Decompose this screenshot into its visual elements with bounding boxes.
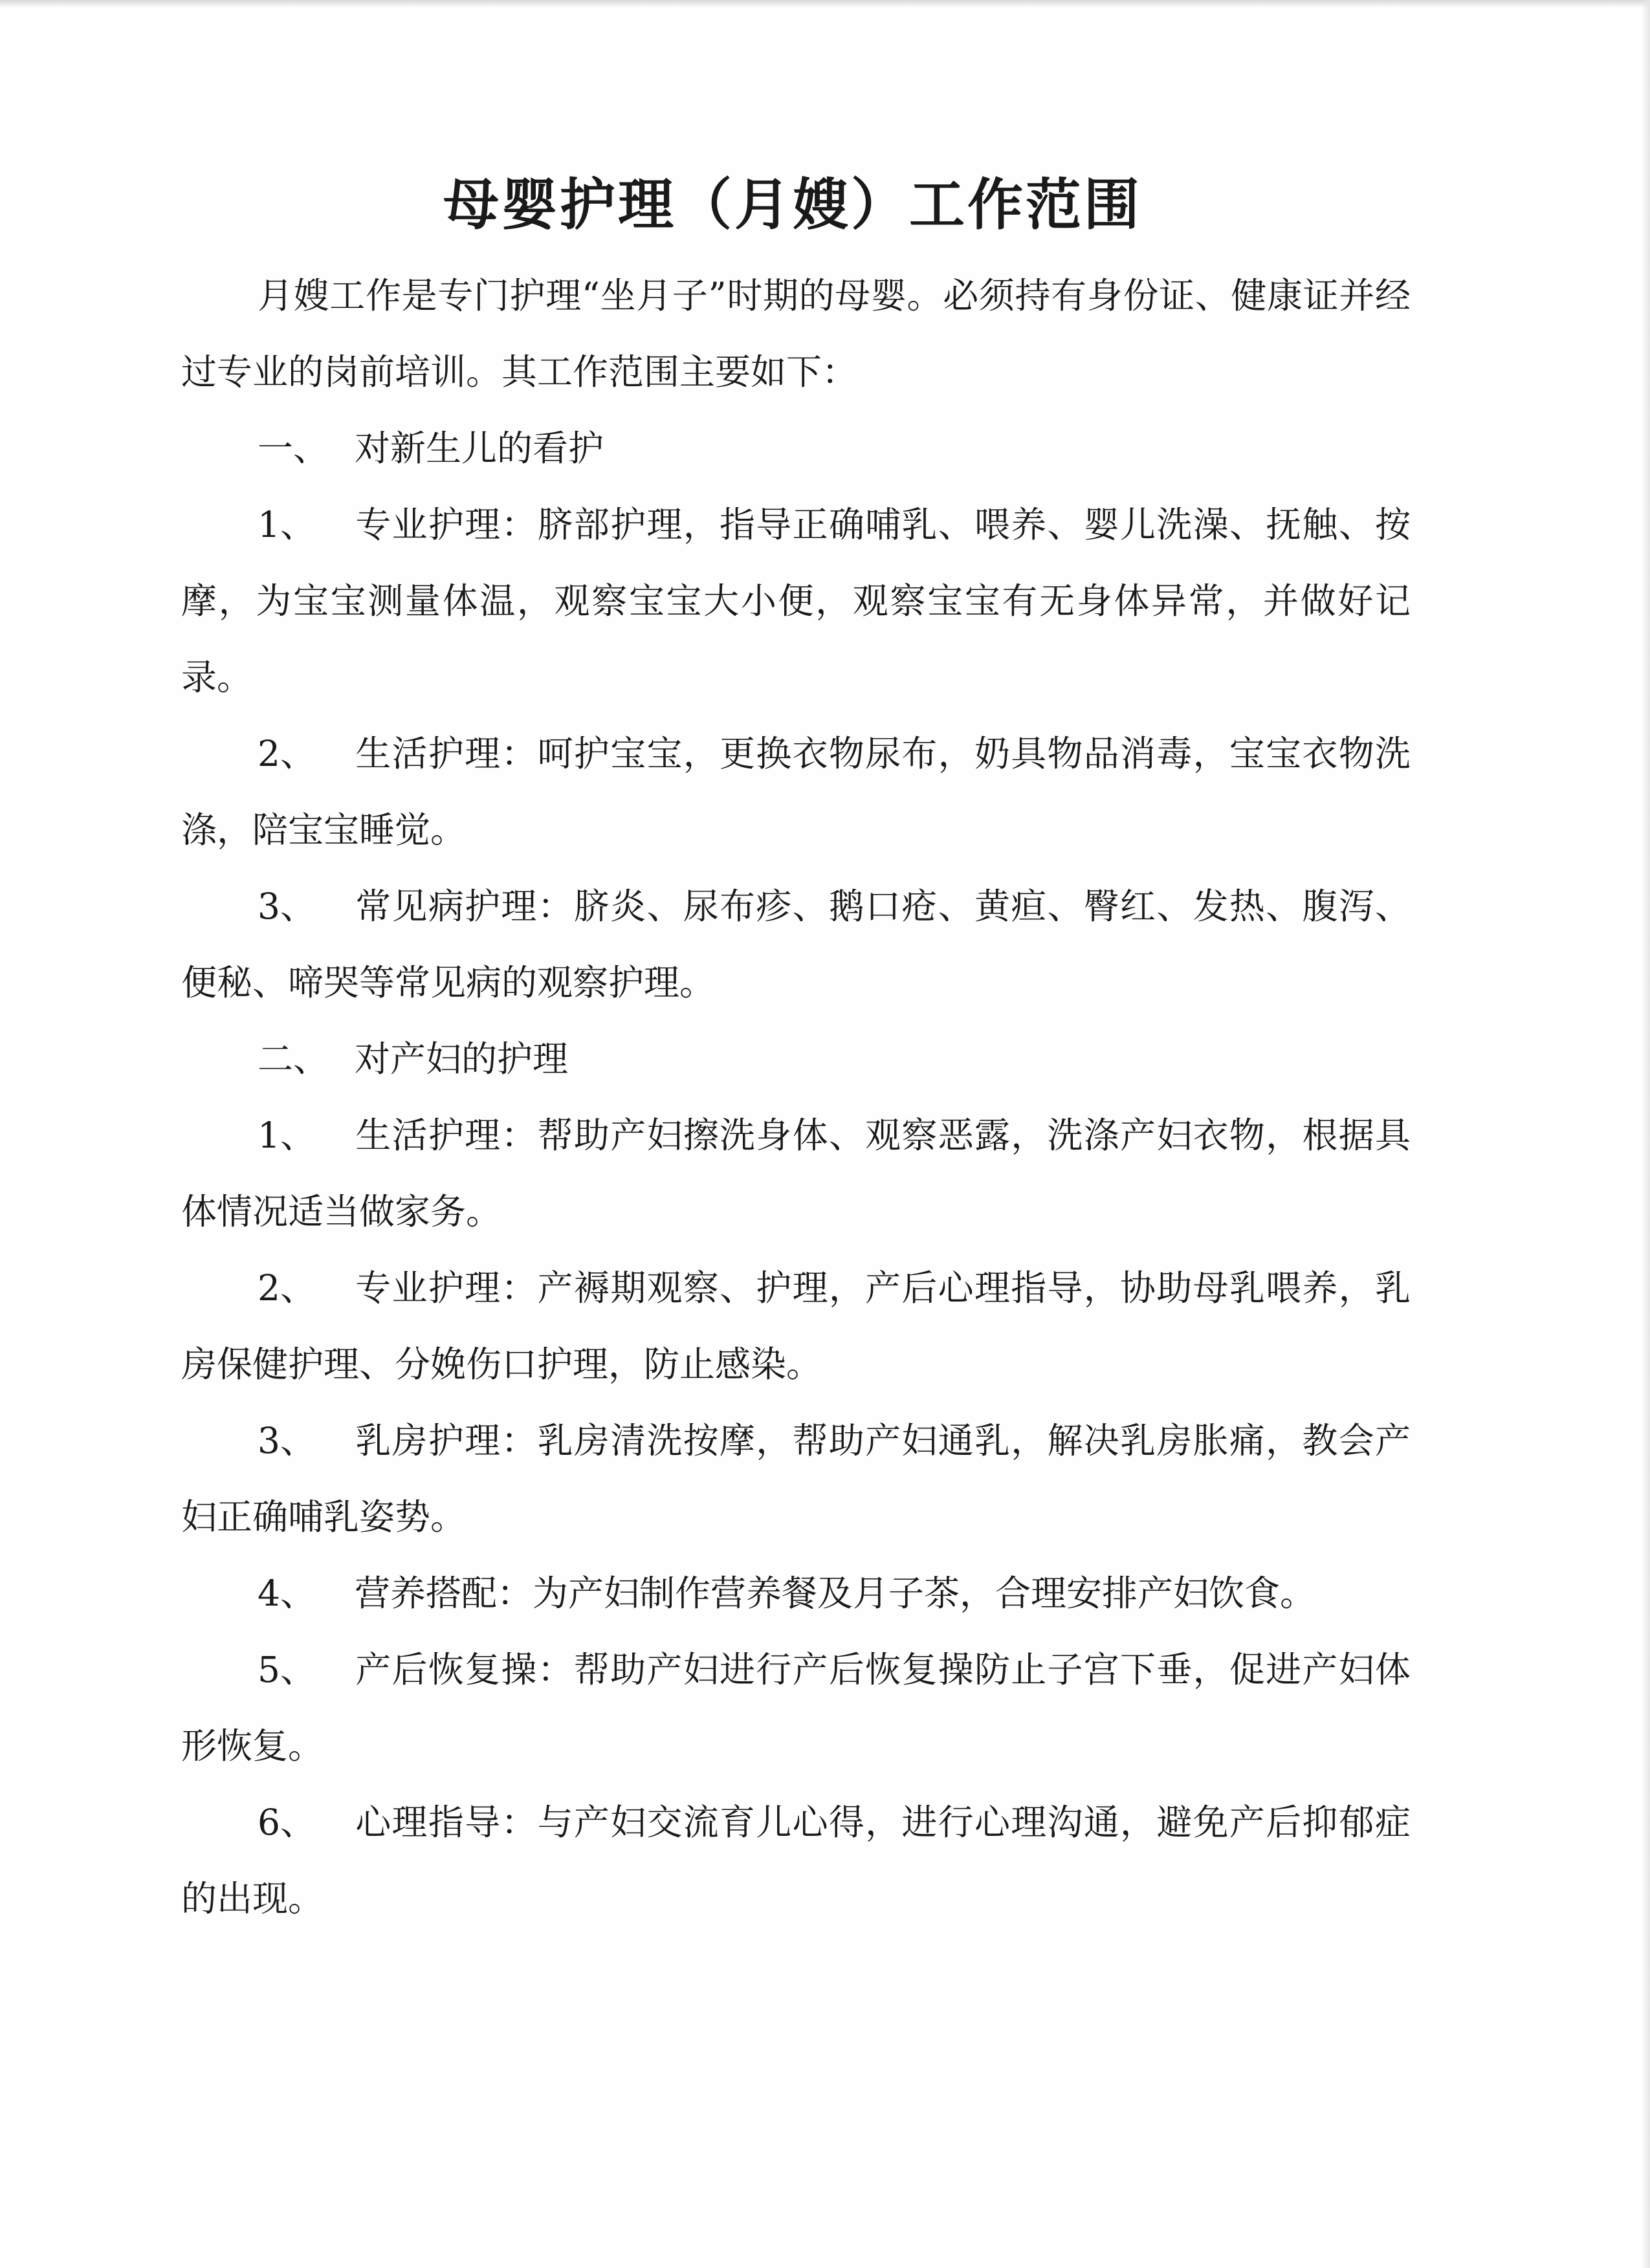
list-item: [181, 486, 1411, 715]
list-item: [181, 1631, 1411, 1784]
list-item: [181, 1555, 1411, 1631]
document-body: [181, 257, 1411, 1937]
list-item: [181, 1250, 1411, 1402]
scan-edge-right: [1641, 0, 1650, 2268]
section-number: 二、: [258, 1038, 329, 1080]
item-text: 专业护理：产褥期观察、护理，产后心理指导，协助母乳喂养，乳房保健护理、分娩伤口护理，防止感染。: [181, 1267, 1411, 1385]
document-title: 母婴护理（月嫂）工作范围: [443, 173, 1142, 237]
section-heading-mother: [181, 1021, 1411, 1097]
section-title: 对新生儿的看护: [355, 428, 604, 469]
item-text: 专业护理：脐部护理，指导正确哺乳、喂养、婴儿洗澡、抚触、按摩，为宝宝测量体温，观察宝宝大小便，观察宝宝有无身体异常，并做好记录。: [181, 504, 1411, 698]
item-text: 营养搭配：为产妇制作营养餐及月子茶，合理安排产妇饮食。: [355, 1573, 1316, 1614]
item-text: 心理指导：与产妇交流育儿心得，进行心理沟通，避免产后抑郁症的出现。: [181, 1802, 1411, 1919]
item-text: 生活护理：呵护宝宝，更换衣物尿布，奶具物品消毒，宝宝衣物洗涤，陪宝宝睡觉。: [181, 733, 1411, 851]
scan-edge-top: [0, 0, 1650, 8]
section-title: 对产妇的护理: [355, 1038, 569, 1080]
section-number: 一、: [258, 428, 329, 469]
item-number: 3、: [258, 886, 316, 927]
list-item: [181, 1097, 1411, 1250]
section-heading-newborn: [181, 410, 1411, 486]
intro-paragraph: 月嫂工作是专门护理“坐月子”时期的母婴。必须持有身份证、健康证并经过专业的岗前培训。其工作范围主要如下：: [181, 275, 1411, 393]
item-number: 4、: [258, 1573, 316, 1614]
list-item: [181, 1784, 1411, 1937]
item-number: 1、: [258, 504, 316, 545]
list-item: [181, 715, 1411, 868]
list-item: [181, 868, 1411, 1021]
list-item: [181, 1402, 1411, 1555]
item-number: 6、: [258, 1802, 316, 1843]
item-number: 2、: [258, 733, 316, 774]
item-number: 3、: [258, 1420, 316, 1461]
item-number: 2、: [258, 1267, 316, 1309]
item-number: 1、: [258, 1115, 316, 1156]
item-text: 生活护理：帮助产妇擦洗身体、观察恶露，洗涤产妇衣物，根据具体情况适当做家务。: [181, 1115, 1411, 1232]
item-text: 乳房护理：乳房清洗按摩，帮助产妇通乳，解决乳房胀痛，教会产妇正确哺乳姿势。: [181, 1420, 1411, 1538]
item-number: 5、: [258, 1649, 316, 1690]
item-text: 常见病护理：脐炎、尿布疹、鹅口疮、黄疸、臀红、发热、腹泻、便秘、啼哭等常见病的观察护理。: [181, 886, 1411, 1003]
item-text: 产后恢复操：帮助产妇进行产后恢复操防止子宫下垂，促进产妇体形恢复。: [181, 1649, 1411, 1767]
